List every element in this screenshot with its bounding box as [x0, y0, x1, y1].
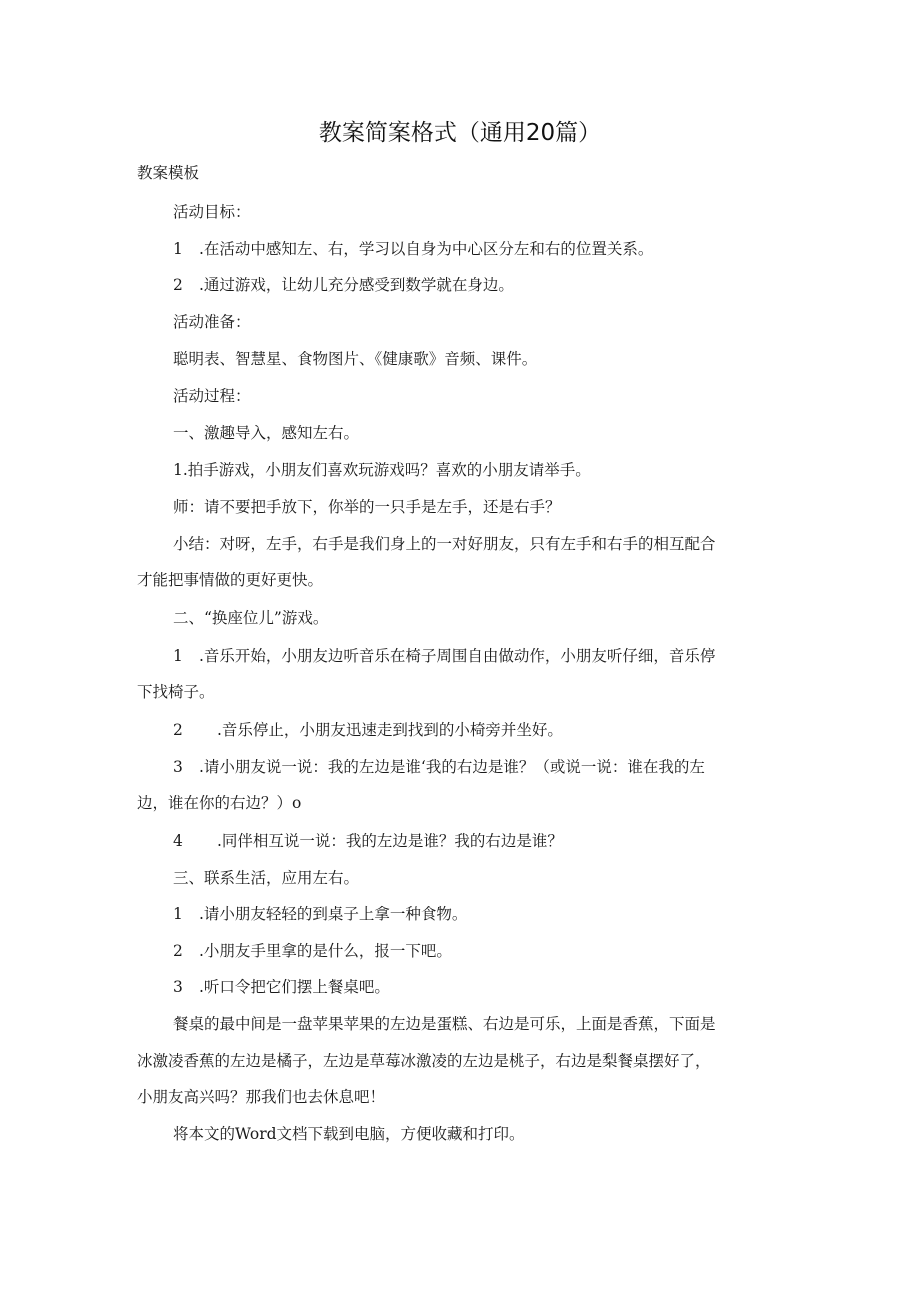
- part2-item-1-continuation: 下找椅子。: [137, 683, 215, 701]
- part2-item-4-number: 4: [173, 832, 183, 850]
- prep-heading: 活动准备：: [173, 313, 251, 331]
- goal-item-2-text: .通过游戏，让幼儿充分感受到数学就在身边。: [199, 276, 514, 294]
- part2-item-4: [173, 830, 563, 852]
- process-heading: 活动过程：: [173, 387, 251, 405]
- part1-summary-line-1: 小结：对呀，左手，右手是我们身上的一对好朋友，只有左手和右手的相互配合: [173, 535, 716, 553]
- table-paragraph-line-1: 餐桌的最中间是一盘苹果苹果的左边是蛋糕、右边是可乐，上面是香蕉，下面是: [173, 1015, 716, 1033]
- part2-item-1: [173, 645, 715, 667]
- part3-item-3-number: 3: [173, 978, 183, 996]
- part2-item-1-number: 1: [173, 647, 183, 665]
- goal-item-1-number: 1: [173, 240, 183, 258]
- footer-note: 将本文的Word文档下载到电脑，方便收藏和打印。: [173, 1125, 525, 1143]
- part1-summary-line-2: 才能把事情做的更好更快。: [137, 571, 324, 589]
- part2-item-3-text: .请小朋友说一说：我的左边是谁‘我的右边是谁？（或说一说：谁在我的左: [199, 758, 705, 776]
- part1-teacher-line: 师：请不要把手放下，你举的一只手是左手，还是右手？: [173, 498, 561, 516]
- goal-heading: 活动目标：: [173, 203, 251, 221]
- goal-item-1-text: .在活动中感知左、右，学习以自身为中心区分左和右的位置关系。: [199, 240, 654, 258]
- part2-item-3-continuation: 边，谁在你的右边？）o: [137, 794, 302, 812]
- part2-item-2-number: 2: [173, 721, 183, 739]
- part3-item-1: [173, 903, 467, 925]
- goal-item-2: [173, 274, 514, 296]
- goal-item-1: [173, 238, 653, 260]
- document-title: 教案简案格式（通用20篇）: [318, 120, 602, 146]
- part3-item-2-text: .小朋友手里拿的是什么，报一下吧。: [199, 942, 452, 960]
- part3-item-3: [173, 976, 390, 998]
- goal-item-2-number: 2: [173, 276, 183, 294]
- prep-text: 聪明表、智慧星、食物图片、《健康歌》音频、课件。: [173, 350, 538, 368]
- part3-item-2-number: 2: [173, 942, 183, 960]
- part3-item-3-text: .听口令把它们摆上餐桌吧。: [199, 978, 390, 996]
- table-paragraph-line-3: 小朋友高兴吗？那我们也去休息吧！: [137, 1088, 386, 1106]
- table-paragraph-line-2: 冰激凌香蕉的左边是橘子，左边是草莓冰激凌的左边是桃子，右边是梨餐桌摆好了，: [137, 1052, 711, 1070]
- part2-item-2-text: .音乐停止，小朋友迅速走到找到的小椅旁并坐好。: [217, 721, 563, 739]
- part3-heading: 三、联系生活，应用左右。: [173, 869, 360, 887]
- part2-item-1-text: .音乐开始，小朋友边听音乐在椅子周围自由做动作，小朋友听仔细，音乐停: [199, 647, 716, 665]
- part1-item-1: 1.拍手游戏，小朋友们喜欢玩游戏吗？喜欢的小朋友请举手。: [173, 461, 591, 479]
- part2-item-3-number: 3: [173, 758, 183, 776]
- part1-heading: 一、激趣导入，感知左右。: [173, 424, 360, 442]
- part2-item-3: [173, 756, 705, 778]
- section-label: 教案模板: [137, 164, 200, 182]
- part3-item-1-number: 1: [173, 905, 183, 923]
- part2-item-4-text: .同伴相互说一说：我的左边是谁？我的右边是谁？: [217, 832, 563, 850]
- part3-item-2: [173, 940, 452, 962]
- part3-item-1-text: .请小朋友轻轻的到桌子上拿一种食物。: [199, 905, 468, 923]
- part2-heading: 二、“换座位儿”游戏。: [173, 609, 329, 627]
- part2-item-2: [173, 719, 563, 741]
